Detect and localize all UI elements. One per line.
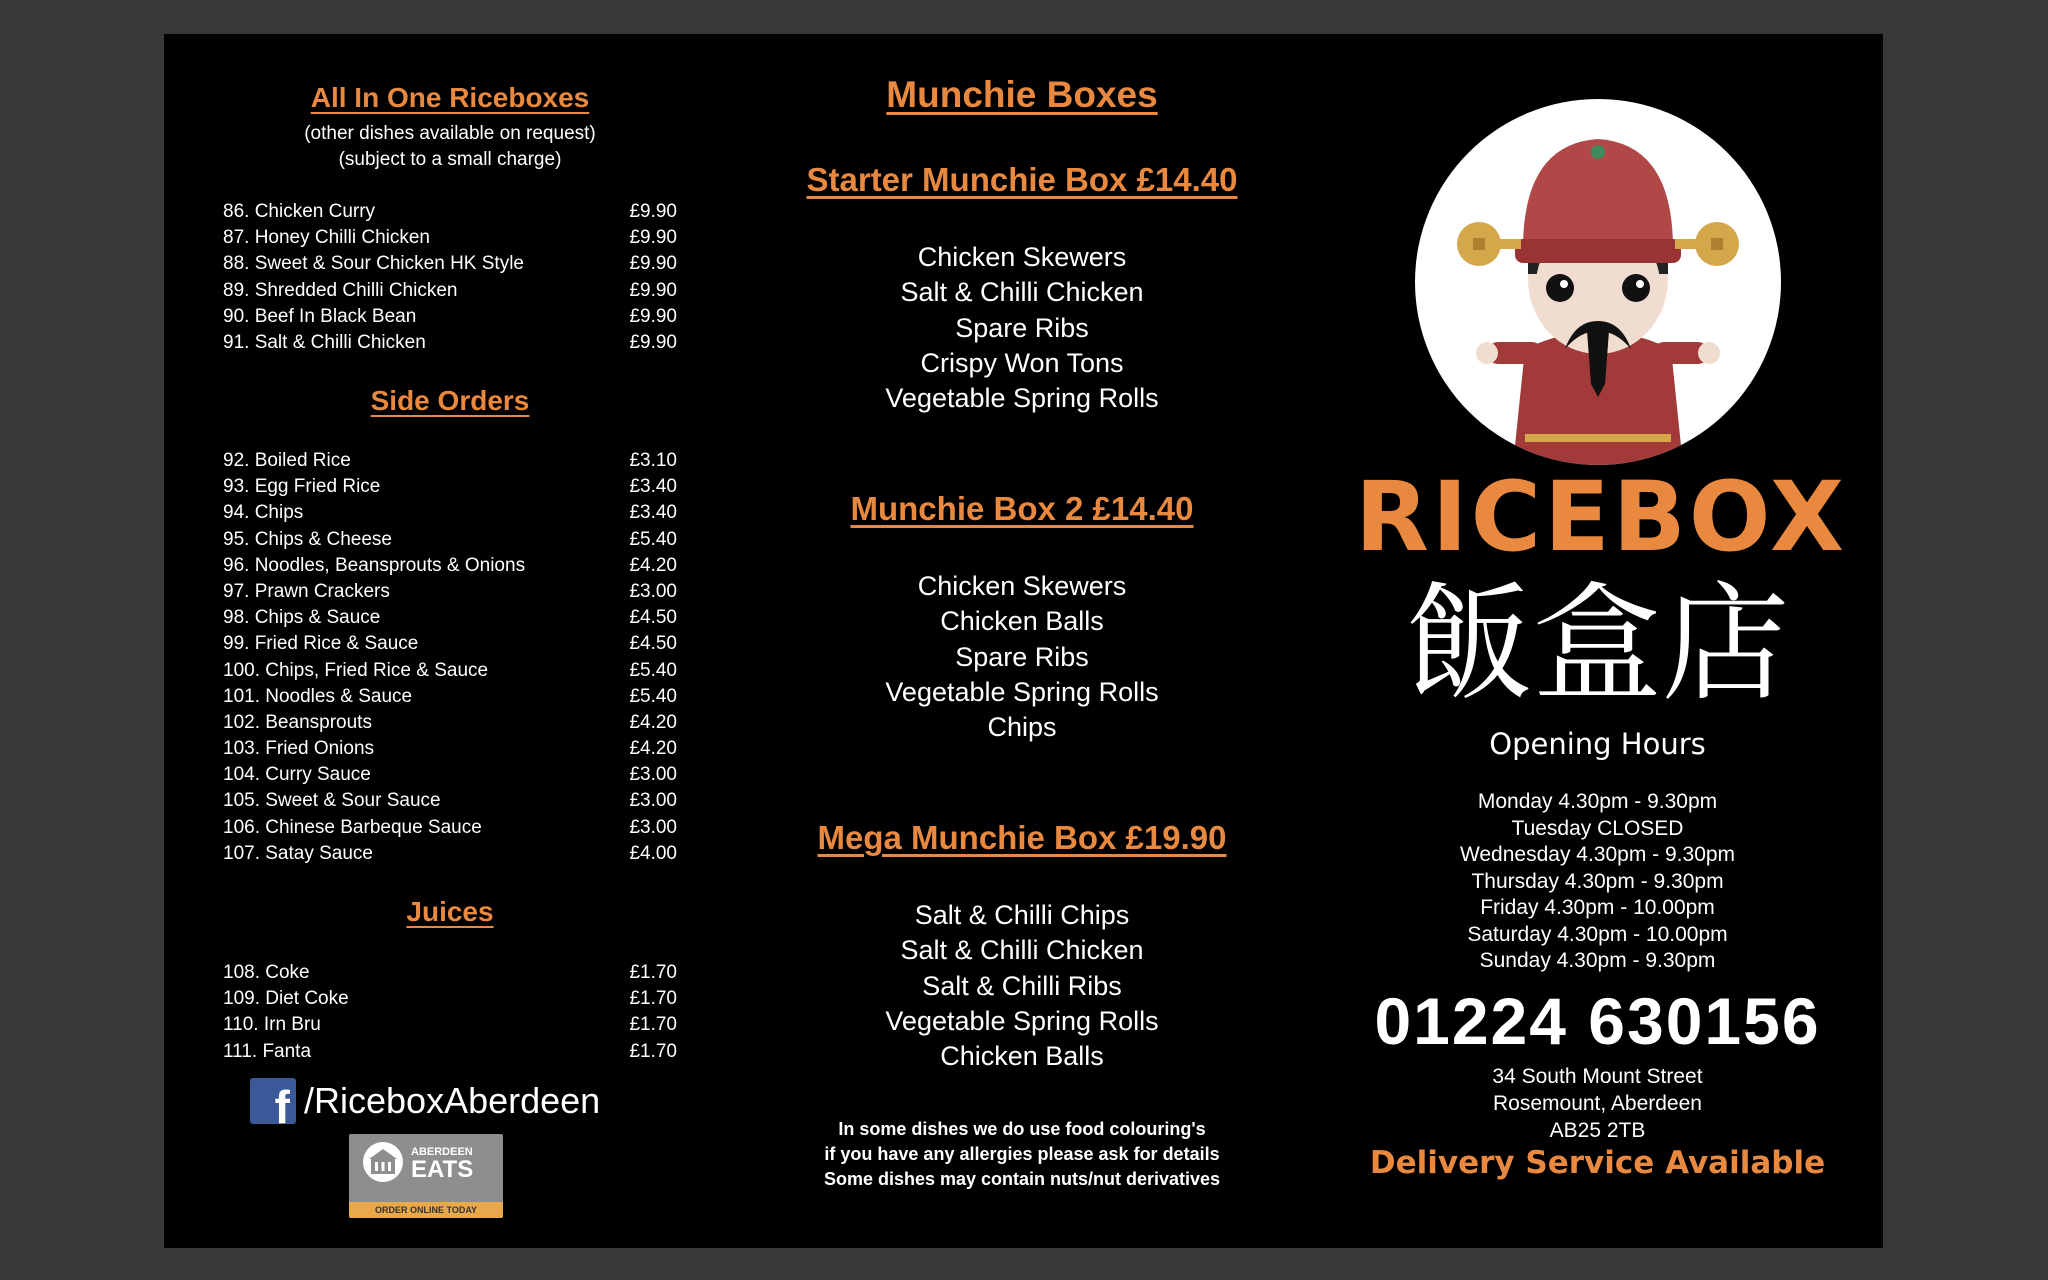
badge-line-2: EATS (411, 1156, 474, 1183)
list-item: 97. Prawn Crackers £3.00 (223, 580, 677, 602)
facebook-icon: f (250, 1078, 296, 1124)
badge-line-3: ORDER ONLINE TODAY (349, 1202, 503, 1218)
box-3-items (772, 898, 1272, 1074)
list-item: Salt & Chilli Chicken (900, 277, 1144, 308)
list-item: Crispy Won Tons (920, 347, 1124, 378)
list-item: 98. Chips & Sauce £4.50 (223, 607, 677, 629)
address-line-3: AB25 2TB (1549, 1119, 1646, 1142)
riceboxes-note-2: (subject to a small charge) (338, 149, 562, 170)
list-item: Chicken Skewers (917, 571, 1127, 601)
list-item: 92. Boiled Rice £3.10 (223, 450, 677, 471)
riceboxes-list (223, 199, 677, 356)
list-item: Salt & Chilli Chips (914, 900, 1130, 930)
list-item: 99. Fried Rice & Sauce £4.50 (223, 633, 677, 655)
list-item: Vegetable Spring Rolls (885, 676, 1159, 707)
brand-chinese-name: 飯盒店 (1405, 570, 1790, 719)
list-item: 107. Satay Sauce £4.00 (223, 842, 677, 864)
building-icon (363, 1142, 403, 1182)
list-item: 91. Salt & Chilli Chicken £9.90 (223, 331, 677, 353)
opening-hours-title: Opening Hours (1489, 727, 1706, 761)
list-item: Chicken Skewers (917, 242, 1127, 272)
list-item: Spare Ribs (955, 641, 1089, 672)
address-line-1: 34 South Mount Street (1492, 1065, 1703, 1088)
list-item: 104. Curry Sauce £3.00 (223, 764, 677, 786)
facebook-link[interactable] (250, 1078, 601, 1133)
box-2-items (772, 569, 1272, 745)
list-item: Chips (987, 712, 1057, 743)
hours-monday: Monday 4.30pm - 9.30pm (1477, 790, 1718, 813)
side-orders-title: Side Orders (370, 385, 530, 416)
mascot-logo (1415, 99, 1781, 465)
munchie-boxes-title: Munchie Boxes (886, 74, 1158, 115)
list-item: 109. Diet Coke £1.70 (223, 988, 677, 1010)
delivery-notice: Delivery Service Available (1369, 1145, 1826, 1181)
list-item: 86. Chicken Curry £9.90 (223, 201, 677, 222)
list-item: 88. Sweet & Sour Chicken HK Style £9.90 (223, 253, 677, 275)
brand-name: RICEBOX (1355, 461, 1848, 573)
hours-friday: Friday 4.30pm - 10.00pm (1480, 896, 1715, 919)
list-item: 111. Fanta £1.70 (223, 1040, 677, 1062)
list-item: Spare Ribs (955, 312, 1089, 343)
list-item: 103. Fried Onions £4.20 (223, 738, 677, 760)
hours-saturday: Saturday 4.30pm - 10.00pm (1467, 922, 1728, 946)
hours-sunday: Sunday 4.30pm - 9.30pm (1479, 949, 1716, 972)
list-item: 106. Chinese Barbeque Sauce £3.00 (223, 816, 677, 838)
list-item: 93. Egg Fried Rice £3.40 (223, 476, 677, 498)
list-item: 102. Beansprouts £4.20 (223, 711, 677, 733)
hours-tuesday: Tuesday CLOSED (1511, 816, 1684, 840)
opening-hours-list (1405, 789, 1790, 975)
list-item: 94. Chips £3.40 (223, 502, 677, 524)
box-1-title: Starter Munchie Box £14.40 (806, 161, 1238, 198)
hours-wednesday: Wednesday 4.30pm - 9.30pm (1459, 843, 1736, 866)
list-item: Vegetable Spring Rolls (885, 383, 1159, 414)
aberdeen-eats-badge[interactable] (349, 1134, 503, 1218)
list-item: 96. Noodles, Beansprouts & Onions £4.20 (223, 554, 677, 576)
side-orders-list (223, 448, 677, 867)
box-3-title: Mega Munchie Box £19.90 (817, 819, 1227, 856)
list-item: 89. Shredded Chilli Chicken £9.90 (223, 279, 677, 301)
juices-title: Juices (406, 896, 494, 927)
list-item: 95. Chips & Cheese £5.40 (223, 528, 677, 550)
phone-number[interactable]: 01224 630156 (1374, 984, 1821, 1058)
juices-list (223, 960, 677, 1065)
badge-line-1: ABERDEEN (411, 1146, 473, 1158)
address (1405, 1063, 1790, 1144)
facebook-handle: /RiceboxAberdeen (304, 1080, 601, 1121)
address-line-2: Rosemount, Aberdeen (1493, 1092, 1702, 1115)
hours-thursday: Thursday 4.30pm - 9.30pm (1471, 869, 1724, 893)
list-item: 100. Chips, Fried Rice & Sauce £5.40 (223, 659, 677, 681)
riceboxes-note-1: (other dishes available on request) (304, 123, 596, 144)
list-item: Chicken Balls (940, 1041, 1104, 1072)
riceboxes-title: All In One Riceboxes (310, 82, 590, 113)
list-item: Salt & Chilli Chicken (900, 935, 1144, 966)
list-item: 101. Noodles & Sauce £5.40 (223, 685, 677, 707)
allergy-note: In some dishes we do use food colouring's if you have any allergies please ask for details Some dishes may contain nuts/nut derivatives (823, 1119, 1221, 1189)
list-item: 105. Sweet & Sour Sauce £3.00 (223, 790, 677, 812)
box-1-items (772, 240, 1272, 416)
list-item: 87. Honey Chilli Chicken £9.90 (223, 227, 677, 249)
list-item: 110. Irn Bru £1.70 (223, 1014, 677, 1036)
list-item: 108. Coke £1.70 (223, 962, 677, 983)
list-item: Salt & Chilli Ribs (922, 970, 1122, 1001)
list-item: 90. Beef In Black Bean £9.90 (223, 305, 677, 327)
list-item: Chicken Balls (940, 606, 1104, 637)
list-item: Vegetable Spring Rolls (885, 1005, 1159, 1036)
box-2-title: Munchie Box 2 £14.40 (850, 490, 1194, 527)
